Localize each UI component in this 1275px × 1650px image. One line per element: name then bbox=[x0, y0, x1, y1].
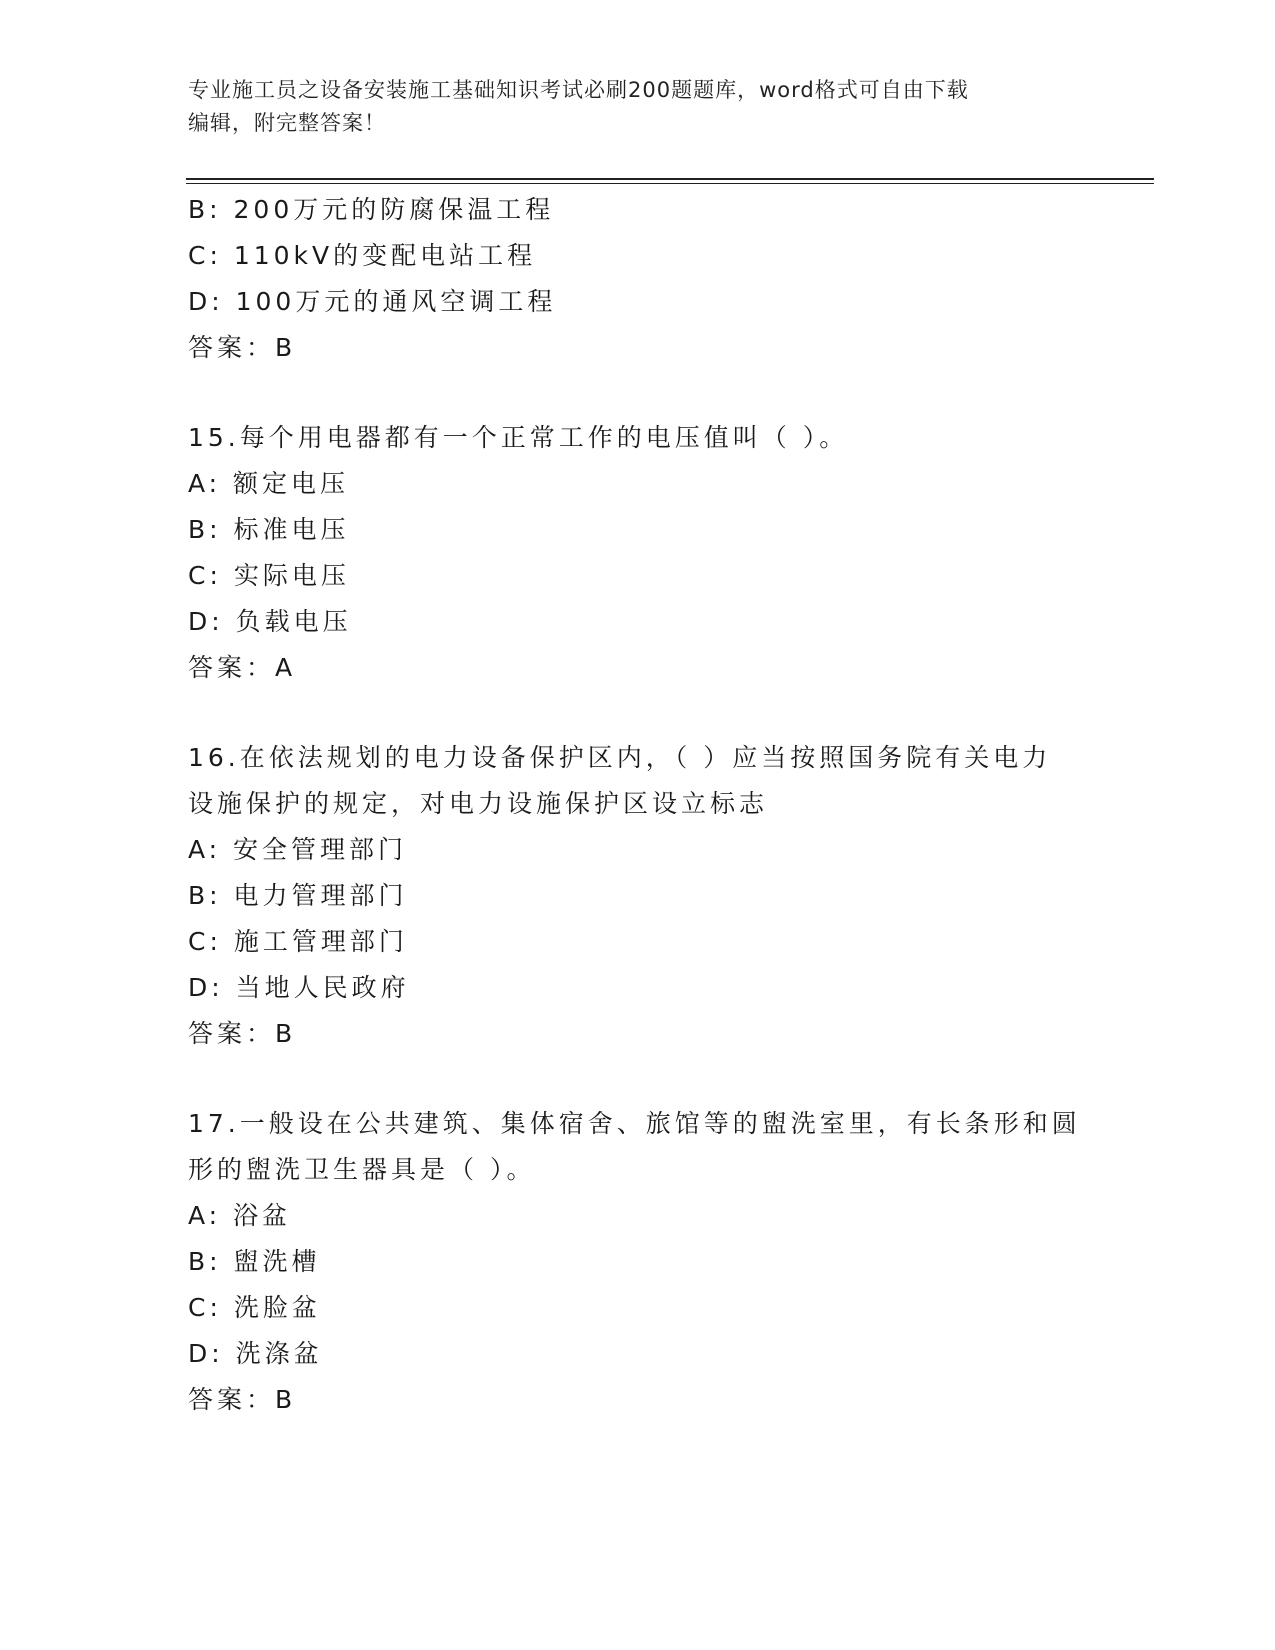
question-17 bbox=[188, 1101, 1088, 1423]
answer-line: 答案：B bbox=[188, 333, 297, 362]
option-b: B: 电力管理部门 bbox=[188, 881, 408, 910]
question-stem-line-2: 形的盥洗卫生器具是（ ）。 bbox=[188, 1155, 536, 1184]
question-stem-line-2: 设施保护的规定，对电力设施保护区设立标志 bbox=[188, 789, 769, 818]
answer-line: 答案：B bbox=[188, 1019, 297, 1048]
answer-line: 答案：B bbox=[188, 1385, 297, 1414]
question-stem: 15.每个用电器都有一个正常工作的电压值叫（ ）。 bbox=[188, 423, 849, 452]
header-line-1: 专业施工员之设备安装施工基础知识考试必刷200题题库，word格式可自由下载 bbox=[188, 78, 969, 102]
question-14-continued bbox=[188, 187, 1088, 371]
option-d: D: 当地人民政府 bbox=[188, 973, 410, 1002]
answer-line: 答案：A bbox=[188, 653, 297, 682]
question-list bbox=[188, 187, 1088, 1423]
option-a: A: 浴盆 bbox=[188, 1201, 292, 1230]
option-c: C: 施工管理部门 bbox=[188, 927, 408, 956]
option-b: B: 200万元的防腐保温工程 bbox=[188, 195, 555, 224]
option-d: D: 负载电压 bbox=[188, 607, 352, 636]
option-c: C: 实际电压 bbox=[188, 561, 350, 590]
option-c: C: 110kV的变配电站工程 bbox=[188, 241, 537, 270]
option-d: D: 100万元的通风空调工程 bbox=[188, 287, 557, 316]
header-divider-thick bbox=[186, 178, 1154, 180]
question-stem-line-1: 16.在依法规划的电力设备保护区内，（ ）应当按照国务院有关电力 bbox=[188, 743, 1052, 772]
option-a: A: 额定电压 bbox=[188, 469, 350, 498]
option-c: C: 洗脸盆 bbox=[188, 1293, 321, 1322]
option-a: A: 安全管理部门 bbox=[188, 835, 408, 864]
question-15 bbox=[188, 415, 1088, 691]
question-stem-line-1: 17.一般设在公共建筑、集体宿舍、旅馆等的盥洗室里，有长条形和圆 bbox=[188, 1109, 1081, 1138]
header-divider-thin bbox=[186, 183, 1154, 184]
header-line-2: 编辑，附完整答案！ bbox=[188, 111, 386, 135]
document-header bbox=[188, 74, 1088, 140]
option-d: D: 洗涤盆 bbox=[188, 1339, 323, 1368]
question-16 bbox=[188, 735, 1088, 1057]
option-b: B: 盥洗槽 bbox=[188, 1247, 321, 1276]
option-b: B: 标准电压 bbox=[188, 515, 350, 544]
